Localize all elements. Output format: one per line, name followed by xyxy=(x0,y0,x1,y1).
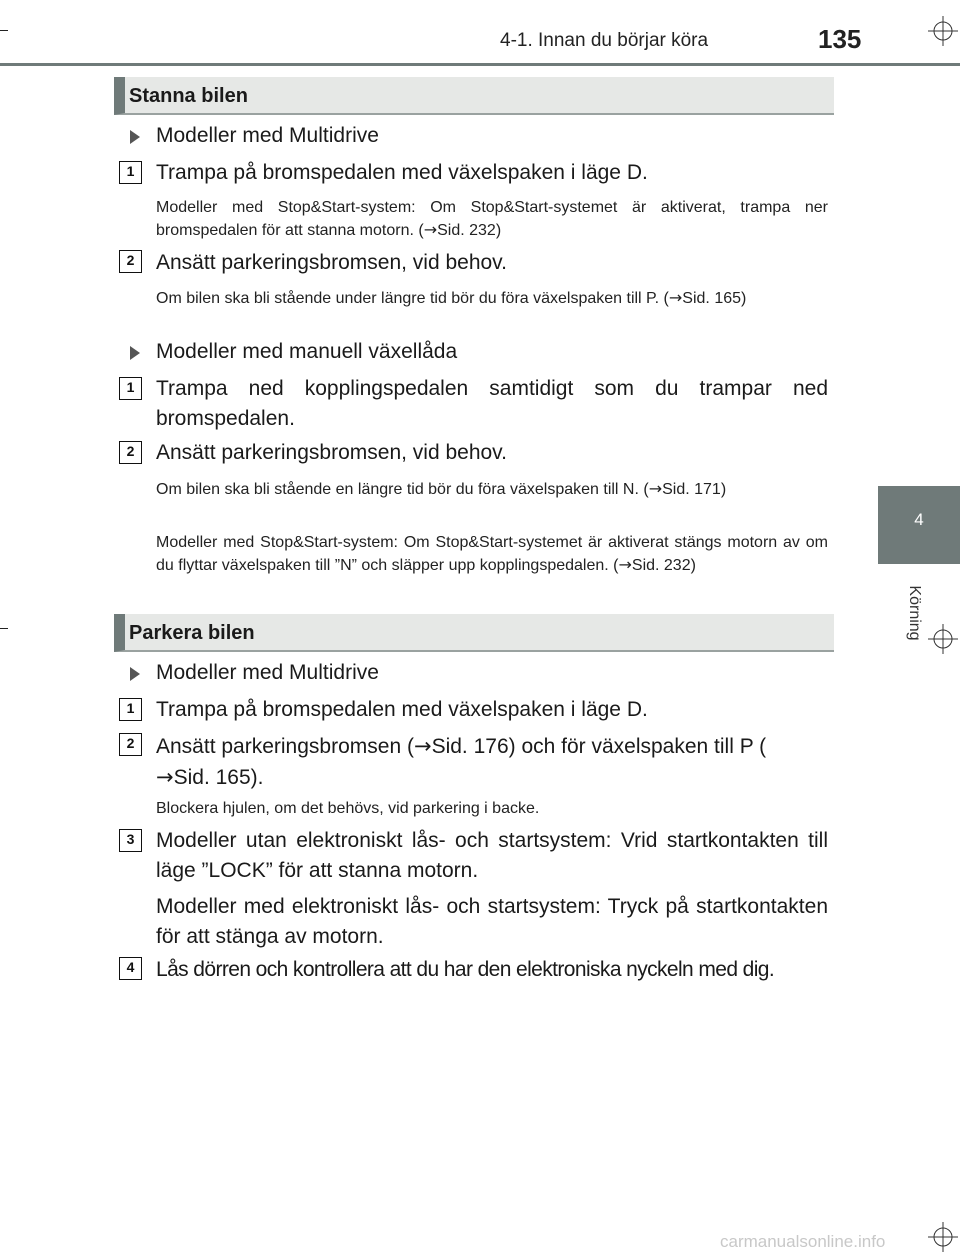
note-text: Modeller med Stop&Start-system: Om Stop&Start-systemet är aktiverat stängs motorn av om du flyttar växelspaken till ”N” och släpper upp kopplingspedalen. ( xyxy=(156,534,828,574)
step-number-box xyxy=(119,733,142,756)
step-text: Modeller med elektroniskt lås- och startsystem: Tryck på startkontakten för att stänga av motorn. xyxy=(156,895,828,948)
arrow-icon: → xyxy=(423,220,438,239)
step-number: 2 xyxy=(126,443,135,459)
arrow-icon: → xyxy=(668,288,683,307)
step-text: Lås dörren och kontrollera att du har den elektroniska nyckeln med dig. xyxy=(156,958,775,981)
step-note xyxy=(156,287,828,310)
subheading: Modeller med manuell växellåda xyxy=(156,340,458,363)
step-text: Ansätt parkeringsbromsen, vid behov. xyxy=(156,441,507,464)
crop-mark xyxy=(0,30,8,31)
subheading: Modeller med Multidrive xyxy=(156,124,379,147)
step-note xyxy=(156,197,828,242)
step-text: Trampa ned kopplingspedalen samtidigt som du trampar ned bromspedalen. xyxy=(156,377,828,430)
header-rule xyxy=(0,63,960,66)
step-number-box xyxy=(119,161,142,184)
note-text: Modeller med Stop&Start-system: Om Stop&Start-systemet är aktiverat, trampa ner bromspedalen för att stanna motorn. ( xyxy=(156,199,828,239)
page-reference-link[interactable]: Sid. 165). xyxy=(173,766,264,789)
step-number-box xyxy=(119,377,142,400)
page-number: 135 xyxy=(818,24,862,54)
step-text xyxy=(156,731,816,793)
triangle-bullet-icon xyxy=(130,667,140,681)
arrow-icon: → xyxy=(618,555,632,574)
subheading: Modeller med Multidrive xyxy=(156,661,379,684)
step-text: Trampa på bromspedalen med växelspaken i läge D. xyxy=(156,161,648,184)
page-reference-link[interactable]: Sid. 232) xyxy=(437,222,502,239)
step-text: Ansätt parkeringsbromsen, vid behov. xyxy=(156,251,507,274)
chapter-tab-label xyxy=(904,580,924,650)
section-title-stop xyxy=(114,77,834,115)
step-text: Trampa på bromspedalen med växelspaken i läge D. xyxy=(156,698,648,721)
step-note xyxy=(156,532,828,577)
registration-mark-icon xyxy=(928,16,958,46)
step-number-box xyxy=(119,698,142,721)
triangle-bullet-icon xyxy=(130,130,140,144)
registration-mark-icon xyxy=(928,1222,958,1252)
step-number: 3 xyxy=(126,831,135,847)
step-text: Modeller utan elektroniskt lås- och startsystem: Vrid startkontakten till läge ”LOCK” för att stanna motorn. xyxy=(156,829,828,882)
arrow-icon: → xyxy=(413,734,432,758)
watermark: carmanualsonline.info xyxy=(720,1232,886,1251)
section-title-text: Parkera bilen xyxy=(129,622,255,644)
page-reference-link[interactable]: Sid. 171) xyxy=(662,481,727,498)
step-text-part: Ansätt parkeringsbromsen ( xyxy=(156,735,414,758)
step-number-box xyxy=(119,250,142,273)
step-number: 1 xyxy=(126,379,135,395)
step-number: 2 xyxy=(126,252,135,268)
page-reference-link[interactable]: Sid. 165) xyxy=(682,290,747,307)
section-title-text: Stanna bilen xyxy=(129,85,248,107)
arrow-icon: → xyxy=(156,765,174,789)
chapter-tab-number: 4 xyxy=(914,510,924,529)
note-text: Om bilen ska bli stående under längre tid bör du föra växelspaken till P. ( xyxy=(156,290,669,307)
chapter-tab xyxy=(878,486,960,564)
section-title-park xyxy=(114,614,834,652)
step-number: 4 xyxy=(126,959,135,975)
crop-mark xyxy=(0,628,8,629)
page-reference-link[interactable]: Sid. 232) xyxy=(631,557,696,574)
registration-mark-icon xyxy=(928,624,958,654)
step-number: 1 xyxy=(126,163,135,179)
step-number: 2 xyxy=(126,735,135,751)
arrow-icon: → xyxy=(648,479,663,498)
step-number-box xyxy=(119,957,142,980)
chapter-tab-label-text: Körning xyxy=(906,585,923,641)
step-number-box xyxy=(119,441,142,464)
triangle-bullet-icon xyxy=(130,346,140,360)
step-number-box xyxy=(119,829,142,852)
note-text: Om bilen ska bli stående en längre tid bör du föra växelspaken till N. ( xyxy=(156,481,649,498)
step-note: Blockera hjulen, om det behövs, vid parkering i backe. xyxy=(156,800,540,817)
step-number: 1 xyxy=(126,700,135,716)
step-note xyxy=(156,478,828,501)
page-reference-link[interactable]: Sid. 176) och för växelspaken till P ( xyxy=(431,735,767,758)
chapter-header: 4-1. Innan du börjar köra xyxy=(500,30,709,51)
